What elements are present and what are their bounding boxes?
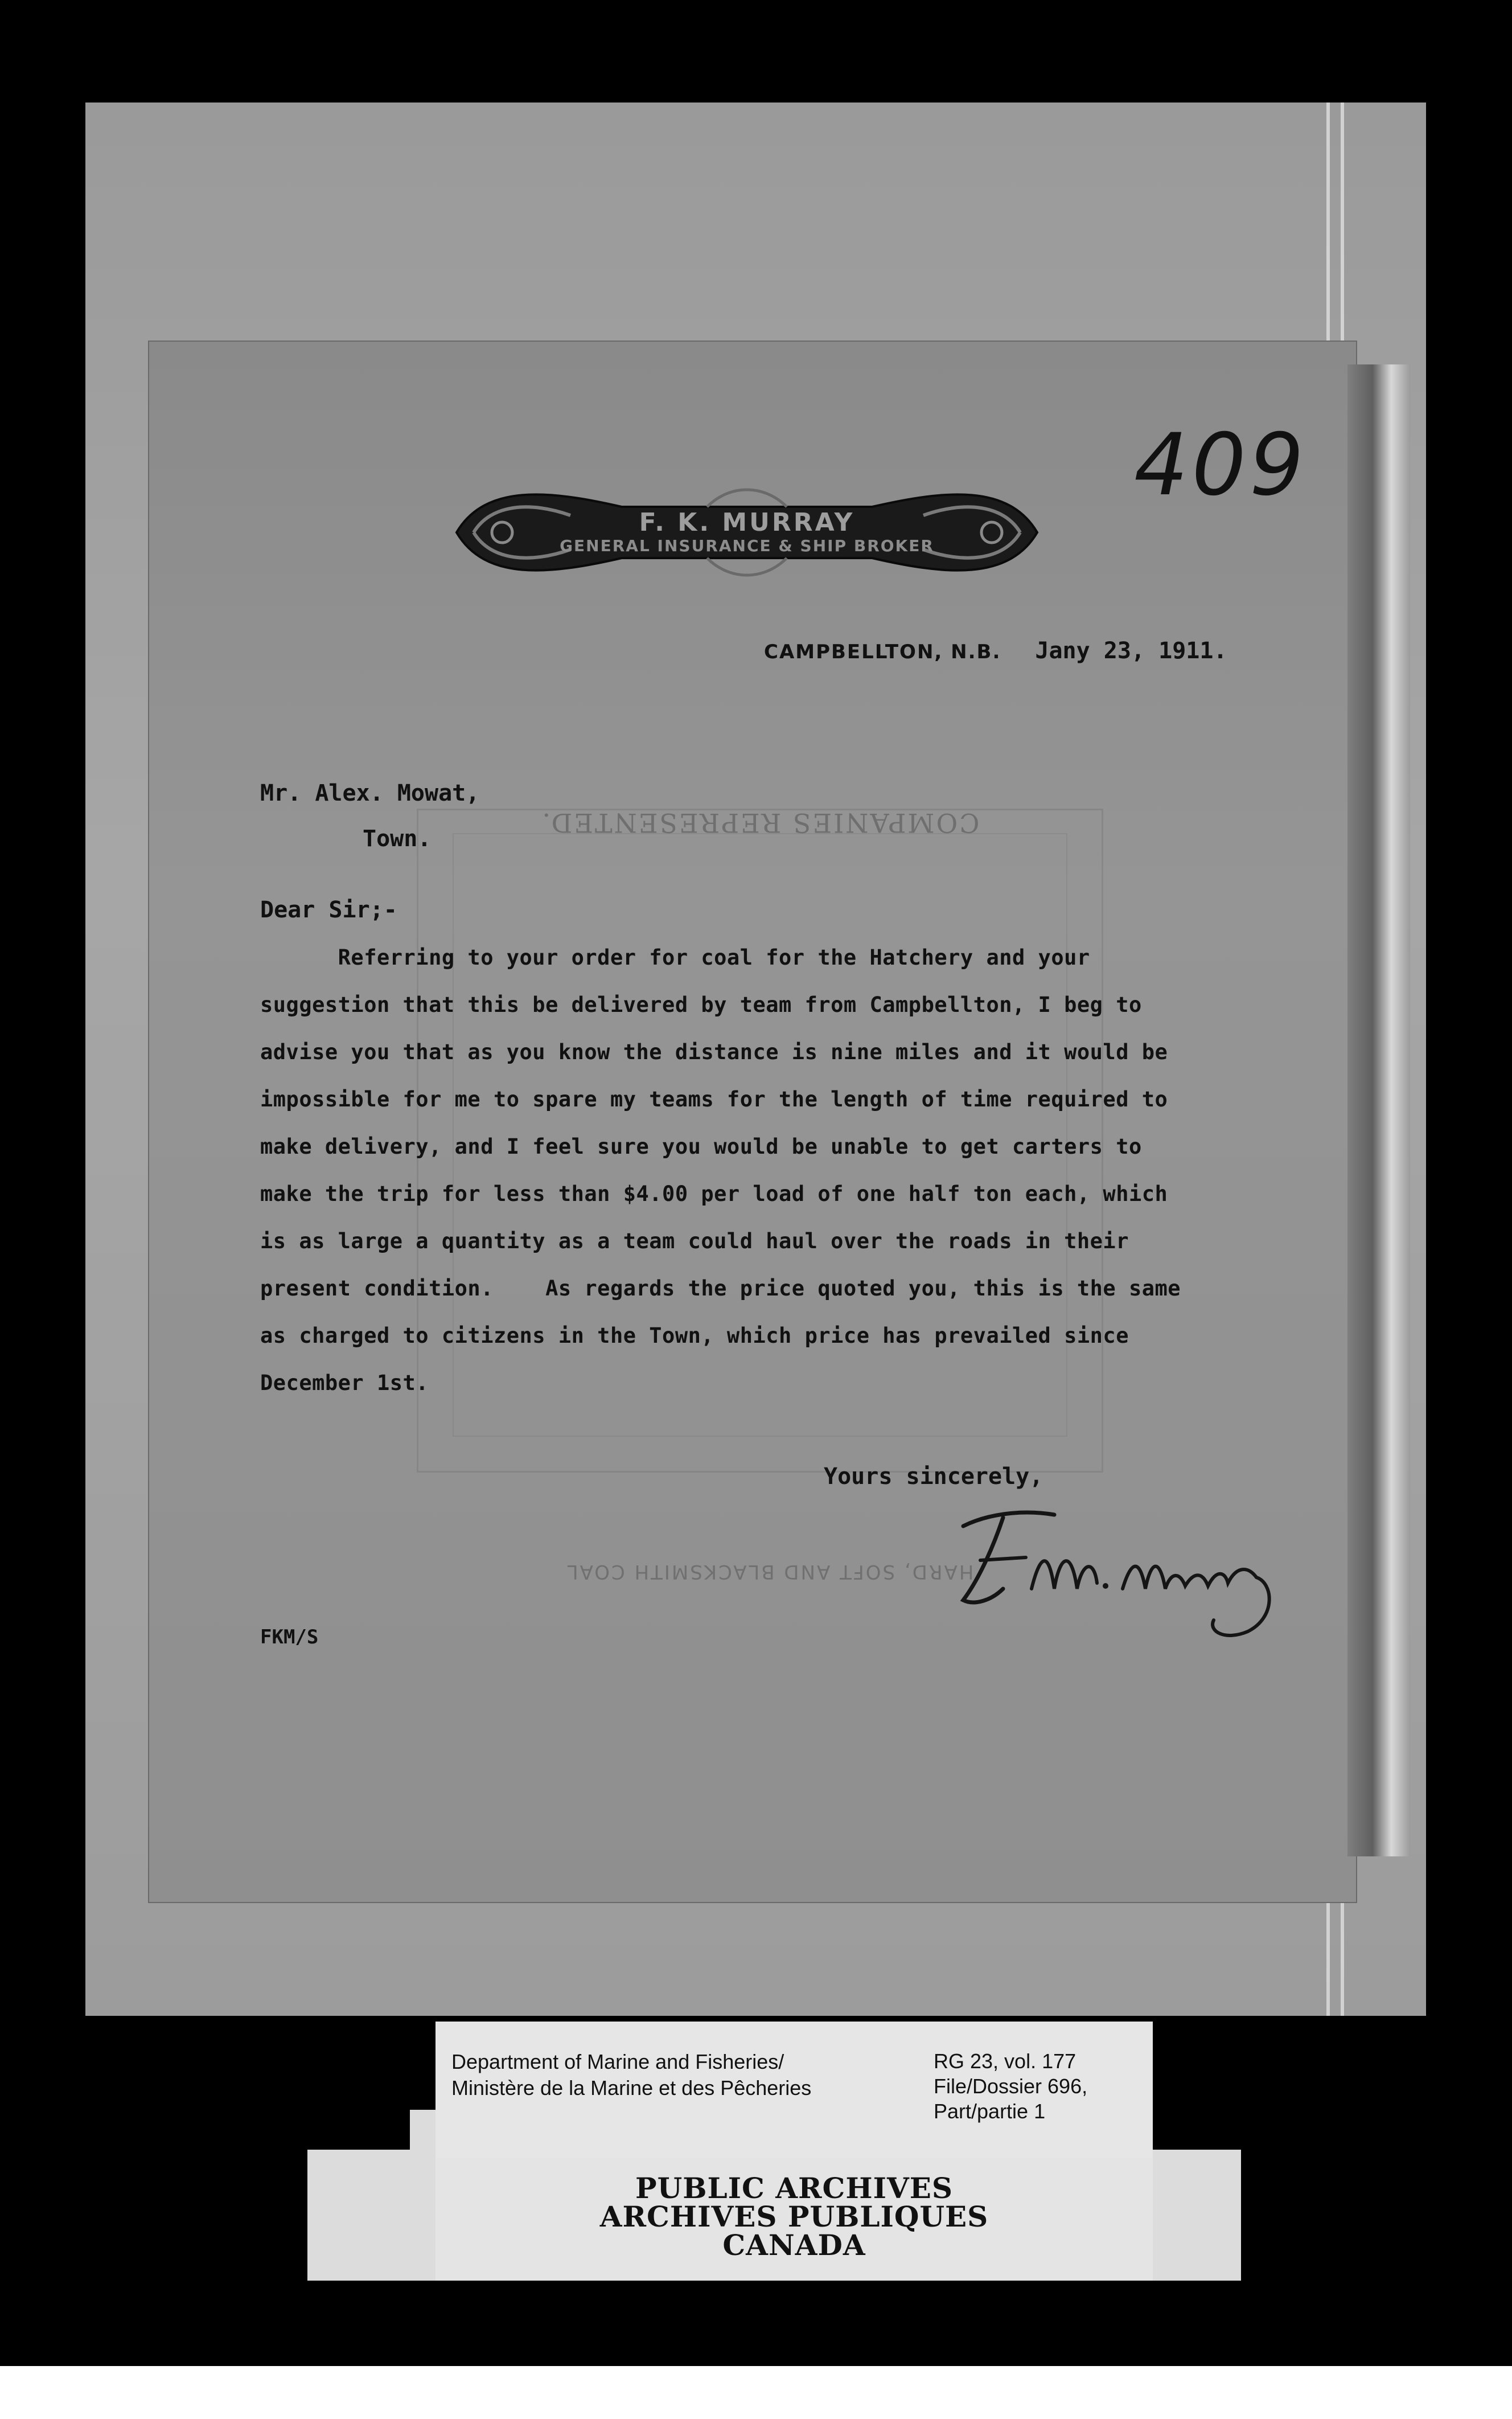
body-line: December 1st. (260, 1371, 429, 1395)
body-line: as charged to citizens in the Town, which price has prevailed since (260, 1323, 1129, 1348)
letterhead (434, 473, 1060, 592)
archive-reference-label (435, 2022, 1153, 2164)
salutation: Dear Sir;- (260, 897, 397, 923)
page-curl-edge (1347, 364, 1410, 1856)
closing: Yours sincerely, (824, 1463, 1043, 1490)
body-line: is as large a quantity as a team could haul over the roads in their (260, 1229, 1129, 1253)
show-through-footer: HARD, SOFT AND BLACKSMITH COAL (565, 1560, 974, 1583)
letter-date: Jany 23, 1911. (1035, 638, 1227, 664)
archives-line-1: PUBLIC ARCHIVES (635, 2171, 953, 2205)
letter-page (149, 342, 1356, 1902)
show-through-heading: COMPANIES REPRESENTED. (540, 807, 980, 838)
archives-line-3: CANADA (722, 2228, 866, 2262)
handwritten-signature (940, 1492, 1293, 1640)
place-and-date (764, 638, 1227, 664)
recipient-town: Town. (363, 826, 432, 852)
archives-stamp-label (435, 2158, 1153, 2281)
letterhead-subtitle: GENERAL INSURANCE & SHIP BROKER (560, 536, 934, 555)
film-edge (0, 2366, 1512, 2419)
typist-initials: FKM/S (260, 1626, 319, 1649)
body-line: make the trip for less than $4.00 per load of one half ton each, which (260, 1182, 1168, 1206)
body-line: present condition. As regards the price quoted you, this is the same (260, 1276, 1181, 1301)
body-line: advise you that as you know the distance is nine miles and it would be (260, 1040, 1168, 1064)
letterhead-name: F. K. MURRAY (639, 508, 855, 537)
body-line: Referring to your order for coal for the Hatchery and your (260, 945, 1090, 970)
record-reference: RG 23, vol. 177 File/Dossier 696, Part/partie 1 (934, 2049, 1088, 2123)
recipient-name: Mr. Alex. Mowat, (260, 780, 480, 806)
body-line: make delivery, and I feel sure you would be unable to get carters to (260, 1134, 1142, 1159)
letter-place: CAMPBELLTON, N.B. (764, 641, 1001, 663)
department-name: Department of Marine and Fisheries/ Ministère de la Marine et des Pêcheries (451, 2050, 812, 2100)
page-number: 409 (1134, 416, 1308, 515)
body-line: suggestion that this be delivered by team from Campbellton, I beg to (260, 993, 1142, 1017)
archives-line-2: ARCHIVES PUBLIQUES (599, 2200, 989, 2233)
body-line: impossible for me to spare my teams for the length of time required to (260, 1087, 1168, 1112)
